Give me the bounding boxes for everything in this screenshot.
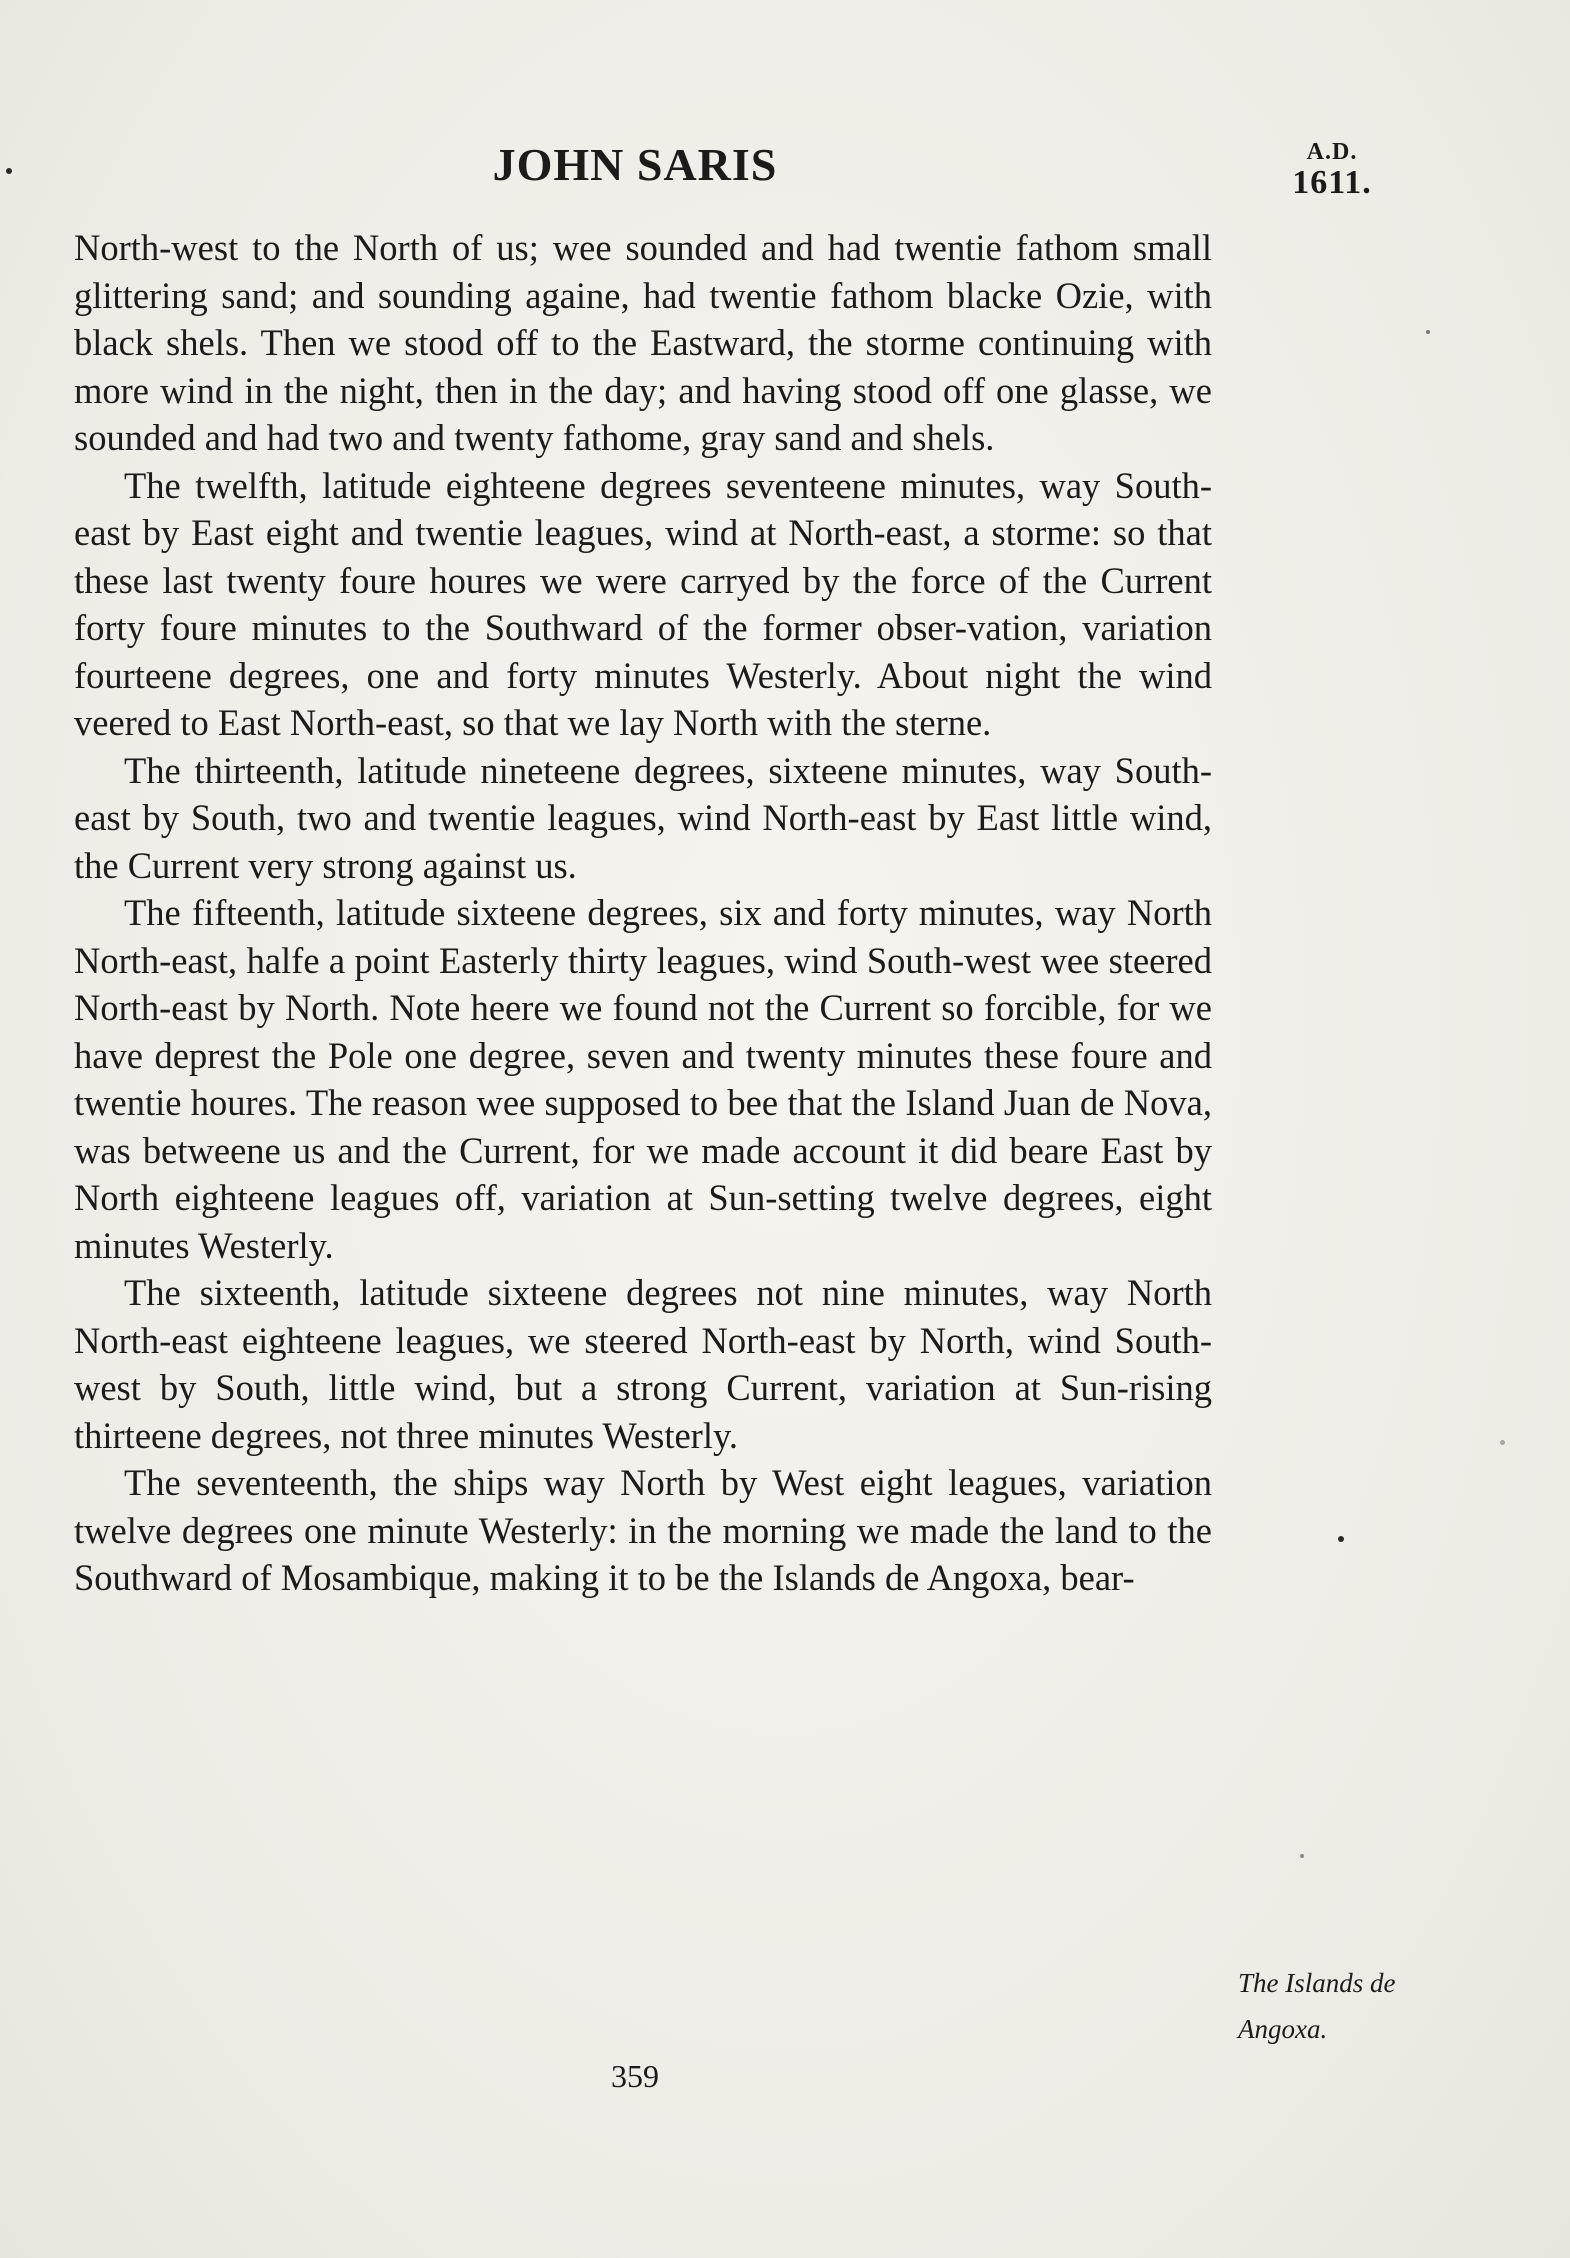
- body-text: [74, 224, 1212, 1602]
- paragraph-seventeenth: The seventeenth, the ships way North by West eight leagues, variation twelve degrees one minute Westerly: in the morning we made the land to the Southward of Mosambique, making it to be the Islands de Angoxa, bear-: [74, 1462, 1212, 1598]
- paragraph-sixteenth: The sixteenth, latitude sixteene degrees not nine minutes, way North North-east eighteene leagues, we steered North-east by North, wind South-west by South, little wind, but a strong Current, variation at Sun-rising thirteene degrees, not three minutes Westerly.: [74, 1272, 1212, 1456]
- marginal-note-line-1: The Islands de: [1238, 1968, 1396, 1998]
- running-head-title: JOHN SARIS: [492, 139, 778, 190]
- scan-speck: [1300, 1854, 1304, 1858]
- paragraph-thirteenth: The thirteenth, latitude nineteene degrees, sixteene minutes, way South-east by South, two and twentie leagues, wind North-east by East little wind, the Current very strong against us.: [74, 749, 1212, 886]
- date-margin: [1262, 140, 1402, 201]
- scan-speck: [1426, 330, 1430, 334]
- marginal-note-line-2: Angoxa.: [1238, 2014, 1328, 2044]
- paragraph-continued: North-west to the North of us; wee sounded and had twentie fathom small glittering sand; and sounding againe, had twentie fathom blacke Ozie, with black shels. Then we stood off to the Eastward, the storme continuing with more wind in the night, then in the day; and having stood off one glasse, we sounded and had two and twenty fathome, gray sand and shels.: [74, 227, 1212, 458]
- date-year: 1611.: [1292, 164, 1372, 202]
- paragraph-twelfth: The twelfth, latitude eighteene degrees seventeene minutes, way South-east by East eight and twentie leagues, wind at North-east, a storme: so that these last twenty foure houres we were carryed by the force of the Current forty foure minutes to the Southward of the former obser-vation, variation fourteene degrees, one and forty minutes Westerly. About night the wind veered to East North-east, so that we lay North with the sterne.: [74, 464, 1212, 743]
- scan-speck: [1500, 1440, 1505, 1445]
- date-era: A.D.: [1306, 139, 1358, 165]
- paragraph-fifteenth: The fifteenth, latitude sixteene degrees, six and forty minutes, way North North-east, halfe a point Easterly thirty leagues, wind South-west wee steered North-east by North. Note heere we found not the Current so forcible, for we have deprest the Pole one degree, seven and twenty minutes these foure and twentie houres. The reason wee supposed to bee that the Island Juan de Nova, was betweene us and the Current, for we made account it did beare East by North eighteene leagues off, variation at Sun-setting twelve degrees, eight minutes Westerly.: [74, 892, 1212, 1266]
- page-number: 359: [611, 2058, 659, 2094]
- scan-speck: [6, 168, 12, 174]
- scan-speck: [1338, 1536, 1344, 1542]
- marginal-note: [1238, 1960, 1458, 2052]
